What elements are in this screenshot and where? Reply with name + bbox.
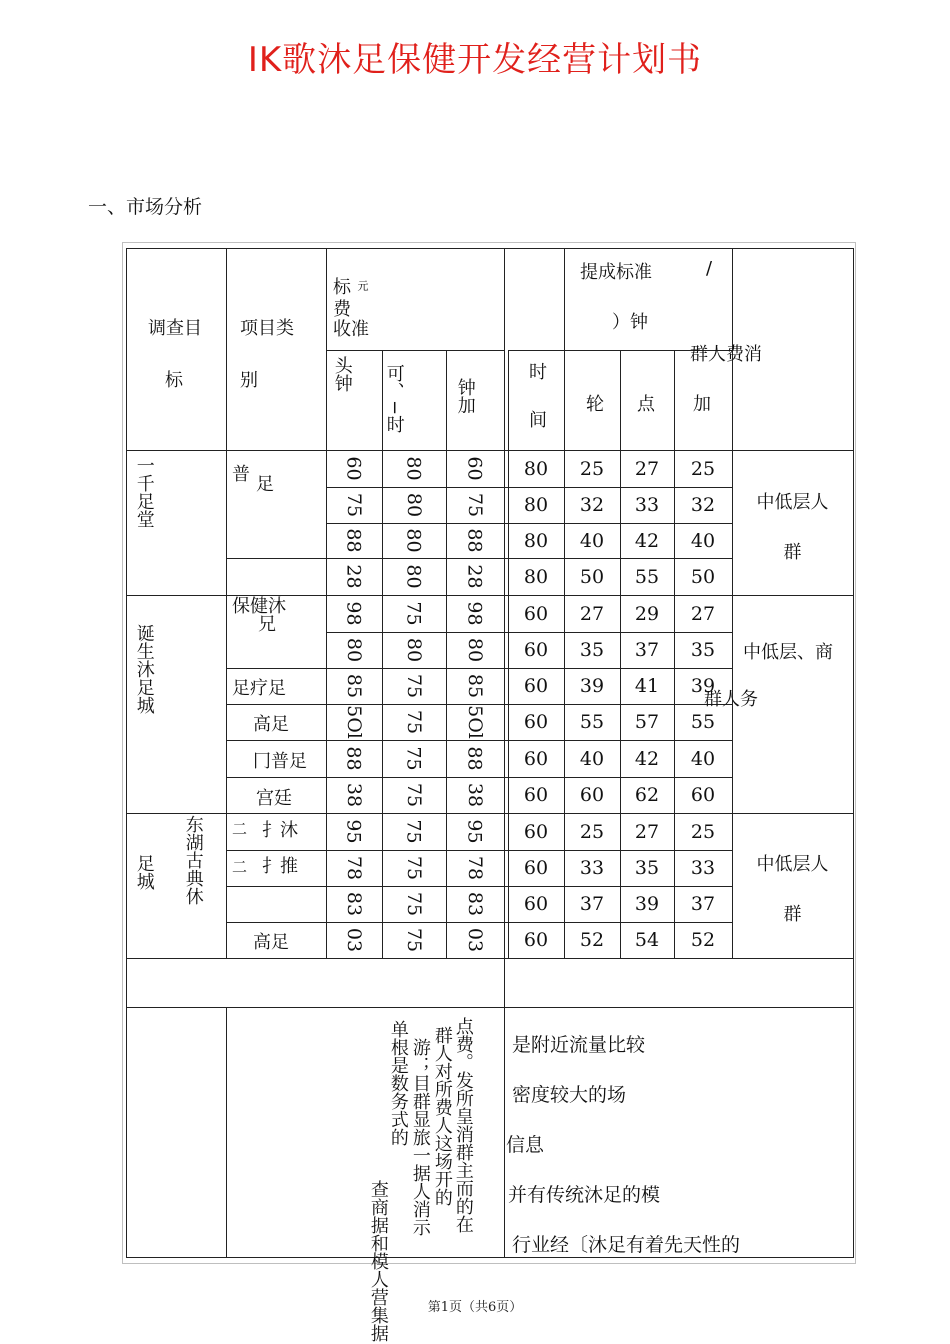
header-time-line2: 间 <box>529 410 547 431</box>
commission-cell: 25 <box>690 457 716 480</box>
commission-cell: 29 <box>634 602 660 625</box>
note-line-2: 密度较大的场 <box>512 1084 627 1106</box>
fee-cell: 28 <box>464 564 486 589</box>
commission-cell: 55 <box>690 711 716 733</box>
group3-category-row1b: 扌沐 <box>262 820 298 841</box>
fee-cell: 75 <box>403 855 425 881</box>
page-footer: 第1页（共6页） <box>427 1300 523 1315</box>
commission-cell: 25 <box>690 820 716 843</box>
fee-cell: 85 <box>343 673 365 699</box>
section-heading: 一、市场分析 <box>88 196 203 218</box>
group-name-3-extra: 东湖古典休 <box>182 815 204 905</box>
commission-cell: 35 <box>634 857 660 879</box>
commission-cell: 25 <box>579 457 605 480</box>
commission-cell: 27 <box>634 457 660 480</box>
time-cell: 60 <box>523 675 549 697</box>
note-line-4: 并有传统沐足的模 <box>508 1184 661 1206</box>
group2-category-row1a: 保健沐 <box>232 596 286 617</box>
commission-cell: 50 <box>579 565 605 588</box>
group3-category-row2b: 扌推 <box>262 856 298 877</box>
header-category-line2: 别 <box>240 370 258 391</box>
time-cell: 60 <box>523 711 549 733</box>
commission-cell: 25 <box>579 820 605 843</box>
commission-cell: 37 <box>690 893 716 915</box>
fee-cell: 98 <box>464 601 486 626</box>
commission-cell: 40 <box>579 747 605 770</box>
fee-cell: 5Ol <box>464 705 486 739</box>
commission-cell: 32 <box>690 494 716 516</box>
note-line-3: 信息 <box>506 1134 545 1156</box>
fee-cell: 88 <box>343 528 365 553</box>
group1-crowd-line1: 中低层人 <box>756 492 829 513</box>
fee-cell: 75 <box>343 492 365 518</box>
group1-crowd-line2: 群 <box>783 542 802 563</box>
fee-cell: 38 <box>464 782 486 808</box>
fee-cell: 95 <box>343 819 365 844</box>
header-commission-line1: 提成标准 <box>580 262 652 283</box>
header-commission-added: 加 <box>693 394 711 415</box>
fee-cell: 28 <box>343 564 365 589</box>
fee-cell: 83 <box>343 891 365 917</box>
commission-cell: 55 <box>579 711 605 733</box>
time-cell: 60 <box>523 857 549 879</box>
group-name-3: 足城 <box>133 854 155 890</box>
header-fee-hourly: 可、−时 <box>383 364 405 434</box>
document-title: IK歌沐足保健开发经营计划书 <box>247 40 703 80</box>
commission-cell: 54 <box>634 929 660 951</box>
commission-cell: 40 <box>690 529 716 552</box>
note-vertical-1: 点费。发所皇消群主而的在 <box>452 1017 474 1233</box>
header-fee-unit: 元 <box>356 280 369 291</box>
note-vertical-5: 查商据和模人营集据 <box>367 1180 389 1342</box>
commission-cell: 39 <box>634 893 660 915</box>
group1-category-row1a: 普 <box>232 464 250 485</box>
commission-cell: 27 <box>690 602 716 625</box>
commission-cell: 33 <box>579 857 605 879</box>
header-fee-first-clock: 头钟 <box>331 356 353 392</box>
commission-cell: 50 <box>690 565 716 588</box>
time-cell: 60 <box>523 747 549 770</box>
commission-cell: 33 <box>690 857 716 879</box>
fee-cell: 85 <box>464 673 486 699</box>
note-vertical-4: 单根是数务式的 <box>387 1020 409 1146</box>
time-cell: 80 <box>523 529 549 552</box>
commission-cell: 37 <box>634 639 660 661</box>
time-cell: 80 <box>523 457 549 480</box>
fee-cell: 75 <box>403 782 425 808</box>
commission-cell: 40 <box>690 747 716 770</box>
time-cell: 60 <box>523 929 549 951</box>
fee-cell: 95 <box>464 819 486 844</box>
group2-category-row3: 足疗足 <box>232 678 286 699</box>
fee-cell: 75 <box>464 492 486 518</box>
commission-cell: 62 <box>634 784 660 806</box>
fee-cell: 03 <box>464 927 486 953</box>
fee-cell: 88 <box>464 528 486 553</box>
group-name-1: 一千足堂 <box>133 456 155 528</box>
group3-category-row1a: 二 <box>232 820 248 838</box>
commission-cell: 42 <box>634 529 660 552</box>
fee-cell: 75 <box>403 601 425 626</box>
group3-crowd-line2: 群 <box>783 904 802 925</box>
header-commission-line2: ）钟 <box>612 312 648 333</box>
header-time-line1: 时 <box>529 362 547 383</box>
commission-cell: 27 <box>634 820 660 843</box>
group2-category-row1b: 兄 <box>258 614 276 635</box>
commission-cell: 57 <box>634 711 660 733</box>
fee-cell: 80 <box>403 637 425 663</box>
fee-cell: 80 <box>343 637 365 663</box>
fee-cell: 78 <box>464 855 486 881</box>
commission-cell: 40 <box>579 529 605 552</box>
group-name-2: 诞生沐足城 <box>133 624 155 714</box>
commission-cell: 35 <box>579 639 605 661</box>
fee-cell: 75 <box>403 709 425 735</box>
commission-cell: 35 <box>690 639 716 661</box>
fee-cell: 83 <box>464 891 486 917</box>
commission-cell: 39 <box>690 675 716 697</box>
fee-cell: 80 <box>403 528 425 553</box>
commission-cell: 41 <box>634 675 660 697</box>
fee-cell: 78 <box>343 855 365 881</box>
group2-crowd-line2: 群人务 <box>704 689 758 710</box>
fee-cell: 80 <box>403 564 425 589</box>
fee-cell: 80 <box>403 492 425 518</box>
group2-crowd-line1: 中低层、商 <box>743 642 833 663</box>
header-fee-line2: 费 <box>333 299 351 320</box>
time-cell: 80 <box>523 565 549 588</box>
note-line-1: 是附近流量比较 <box>512 1034 646 1056</box>
commission-cell: 27 <box>579 602 605 625</box>
fee-cell: 75 <box>403 819 425 844</box>
fee-cell: 5Ol <box>343 705 365 739</box>
time-cell: 60 <box>523 893 549 915</box>
commission-cell: 39 <box>579 675 605 697</box>
note-vertical-2: 群人对所费人这场开的 <box>431 1026 453 1206</box>
time-cell: 60 <box>523 784 549 806</box>
header-commission-point: 点 <box>637 394 655 415</box>
commission-cell: 55 <box>634 565 660 588</box>
fee-cell: 80 <box>403 456 425 481</box>
fee-cell: 88 <box>464 746 486 771</box>
group3-category-row4: 高足 <box>253 932 289 953</box>
fee-cell: 60 <box>343 456 365 481</box>
header-target-line2: 标 <box>165 370 183 391</box>
fee-cell: 60 <box>464 456 486 481</box>
commission-cell: 33 <box>634 494 660 516</box>
commission-cell: 60 <box>579 784 605 806</box>
commission-cell: 52 <box>579 929 605 951</box>
fee-cell: 98 <box>343 601 365 626</box>
header-crowd: 群人费消 <box>690 344 762 365</box>
note-vertical-3: 游；目群显旅一据人消示 <box>409 1038 431 1236</box>
commission-cell: 42 <box>634 747 660 770</box>
group3-crowd-line1: 中低层人 <box>756 854 829 875</box>
fee-cell: 75 <box>403 746 425 771</box>
fee-cell: 88 <box>343 746 365 771</box>
commission-cell: 60 <box>690 784 716 806</box>
note-line-5: 行业经〔沐足有着先天性的 <box>512 1234 741 1256</box>
commission-cell: 52 <box>690 929 716 951</box>
time-cell: 60 <box>523 602 549 625</box>
header-fee-line1: 标 <box>333 277 351 298</box>
group2-category-row6: 宫廷 <box>256 788 292 809</box>
group2-category-row5: 冂普足 <box>253 751 307 772</box>
group1-category-row1b: 足 <box>256 474 274 495</box>
fee-cell: 75 <box>403 891 425 917</box>
commission-cell: 32 <box>579 494 605 516</box>
fee-cell: 75 <box>403 927 425 953</box>
group2-category-row4: 高足 <box>253 714 289 735</box>
fee-cell: 75 <box>403 673 425 699</box>
commission-cell: 37 <box>579 893 605 915</box>
group3-category-row2a: 二 <box>232 858 248 876</box>
header-fee-added-clock: 钟加 <box>454 378 476 414</box>
fee-cell: 03 <box>343 927 365 953</box>
header-fee-line3: 收准 <box>333 319 369 340</box>
time-cell: 60 <box>523 639 549 661</box>
time-cell: 80 <box>523 494 549 516</box>
fee-cell: 38 <box>343 782 365 808</box>
header-target-line1: 调查目 <box>148 318 202 339</box>
fee-cell: 80 <box>464 637 486 663</box>
header-commission-rotation: 轮 <box>586 394 604 415</box>
header-category-line1: 项目类 <box>240 318 294 339</box>
time-cell: 60 <box>523 820 549 843</box>
header-commission-slash: / <box>706 258 713 279</box>
